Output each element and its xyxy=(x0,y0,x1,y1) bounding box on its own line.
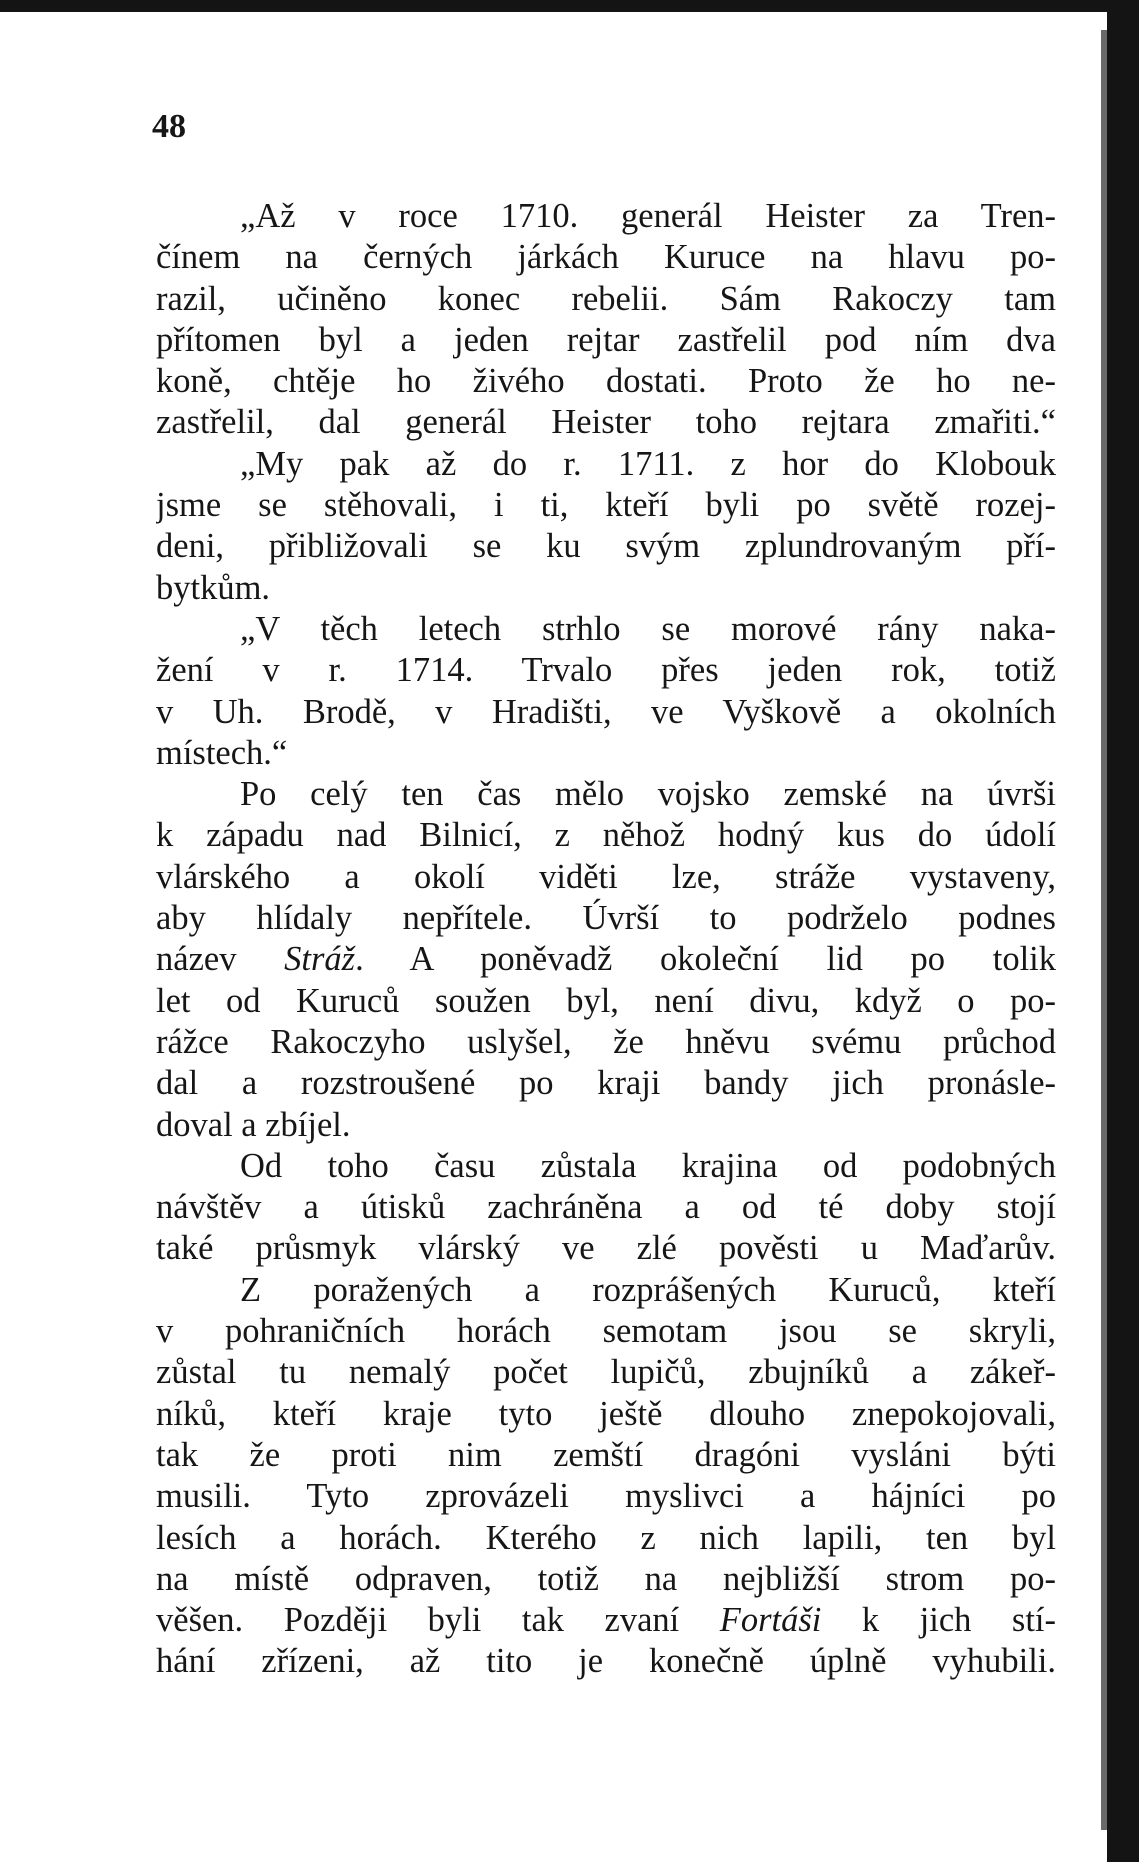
scan-right-border xyxy=(1107,0,1139,1862)
text-line: rážce Rakoczyho uslyšel, že hněvu svému průchod xyxy=(156,1022,1056,1061)
text-line: „V těch letech strhlo se morové rány naka- xyxy=(240,609,1056,648)
text-line: zastřelil, dal generál Heister toho rejtara zmařiti.“ xyxy=(156,403,1056,442)
text-line: návštěv a útisků zachráněna a od té doby stojí xyxy=(156,1188,1056,1227)
text-line: tak že proti nim zemští dragóni vysláni býti xyxy=(156,1435,1056,1474)
text-fragment: věšen. Později byli tak zvaní xyxy=(156,1601,720,1640)
text-line: vlárského a okolí viděti lze, stráže vystaveny, xyxy=(156,857,1056,896)
text-line: koně, chtěje ho živého dostati. Proto že ho ne- xyxy=(156,362,1056,401)
text-line: musili. Tyto zprovázeli myslivci a hájníci po xyxy=(156,1477,1056,1516)
italic-term: Fortáši xyxy=(719,1601,822,1640)
text-line: níků, kteří kraje tyto ještě dlouho znepokojovali, xyxy=(156,1394,1056,1433)
text-line: „My pak až do r. 1711. z hor do Klobouk xyxy=(240,444,1056,483)
text-line: v pohraničních horách semotam jsou se skryli, xyxy=(156,1312,1056,1351)
text-fragment: k jich stí- xyxy=(821,1601,1056,1640)
text-line: v Uh. Brodě, v Hradišti, ve Vyškově a okolních xyxy=(156,692,1056,731)
scan-page-edge-shadow xyxy=(1101,30,1107,1830)
text-line: doval a zbíjel. xyxy=(156,1105,351,1144)
text-line: žení v r. 1714. Trvalo přes jeden rok, totiž xyxy=(156,651,1056,690)
text-line: bytkům. xyxy=(156,568,271,607)
text-line: také průsmyk vlárský ve zlé pověsti u Maďarův. xyxy=(156,1229,1056,1268)
text-line: na místě odpraven, totiž na nejbližší strom po- xyxy=(156,1559,1056,1598)
text-line: let od Kuruců soužen byl, není divu, když o po- xyxy=(156,981,1056,1020)
text-line: jsme se stěhovali, i ti, kteří byli po světě rozej- xyxy=(156,486,1056,525)
page-text xyxy=(156,196,1056,1683)
text-line: Od toho času zůstala krajina od podobných xyxy=(240,1146,1056,1185)
text-line: dal a rozstroušené po kraji bandy jich pronásle- xyxy=(156,1064,1056,1103)
scan-top-border xyxy=(0,0,1139,12)
text-line: Po celý ten čas mělo vojsko zemské na úvrši xyxy=(240,775,1056,814)
text-line: razil, učiněno konec rebelii. Sám Rakoczy tam xyxy=(156,279,1056,318)
text-line: zůstal tu nemalý počet lupičů, zbujníků a zákeř- xyxy=(156,1353,1056,1392)
page-number: 48 xyxy=(152,108,186,145)
text-fragment: . A poněvadž okoleční lid po tolik xyxy=(355,940,1056,979)
text-line: čínem na černých járkách Kuruce na hlavu po- xyxy=(156,238,1056,277)
text-line: přítomen byl a jeden rejtar zastřelil pod ním dva xyxy=(156,320,1056,359)
text-line-with-italic xyxy=(156,1600,1056,1641)
text-fragment: název xyxy=(156,940,285,979)
text-line: hání zřízeni, až tito je konečně úplně vyhubili. xyxy=(156,1642,1056,1681)
text-line: „Až v roce 1710. generál Heister za Tren- xyxy=(240,197,1056,235)
text-line: místech.“ xyxy=(156,733,288,772)
text-line: aby hlídaly nepřítele. Úvrší to podrželo podnes xyxy=(156,899,1056,938)
italic-term: Stráž xyxy=(284,940,356,979)
text-line: deni, přibližovali se ku svým zplundrovaným pří- xyxy=(156,527,1056,566)
text-line-with-italic xyxy=(156,939,1056,980)
text-line: Z poražených a rozprášených Kuruců, kteří xyxy=(240,1270,1056,1309)
text-line: k západu nad Bilnicí, z něhož hodný kus do údolí xyxy=(156,816,1056,855)
text-line: lesích a horách. Kterého z nich lapili, ten byl xyxy=(156,1518,1056,1557)
